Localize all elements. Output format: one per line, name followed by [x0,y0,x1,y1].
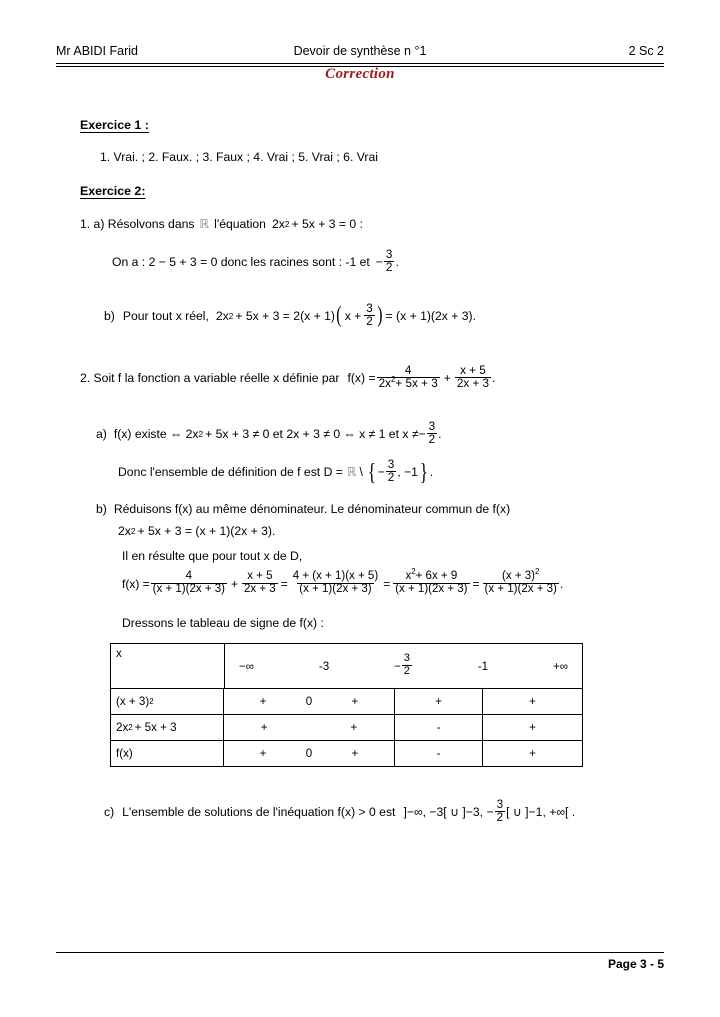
row-3-signs [224,741,582,766]
q1b-expr1b: + 5x + 3 = 2(x + 1) [235,308,335,323]
chain-term4 [393,567,469,596]
q2a-line1-p2: + 5x + 3 ≠ 0 et 2x + 3 ≠ 0 ⇔ x ≠ 1 et x ≠ [205,427,419,442]
header-class: 2 Sc 2 [628,44,664,58]
table-intro: Dressons le tableau de signe de f(x) : [122,616,324,630]
open-brace: { [367,459,376,486]
row-label-cell-1 [111,689,224,714]
row1-label-base: (x + 3) [116,695,150,708]
q2a-label: a) [96,427,107,442]
mark-frac-den: 2 [403,664,410,677]
q2b-line1-text: Réduisons f(x) au même dénominateur. Le dénominateur commun de f(x) [113,502,511,516]
q2-period: . [492,371,496,386]
chain-t4-den: (x + 1)(2x + 3) [395,583,468,596]
q2c-frac-den: 2 [496,811,504,825]
row1-segment-a [224,689,394,714]
row1-seg-a-signs [224,695,394,708]
chain-t5-num-sup: 2 [535,567,540,577]
footer-page-number: Page 3 - 5 [607,957,664,971]
q2a-brace-fraction [386,459,397,484]
q2-term2-num: x + 5 [460,364,486,378]
mark-minus-infinity: −∞ [239,659,255,673]
q1a-equation-b: + 5x + 3 = 0 : [291,217,363,231]
q2b-line1 [96,502,510,517]
header-variable-cell [111,644,225,688]
q1a-root-sign: − [375,255,383,270]
row1-zero: 0 [305,695,313,708]
q2a-brace-den: 2 [387,471,395,485]
q2a-frac-num: 3 [428,420,436,434]
row2-sign-b: - [436,721,441,734]
q2b-label: b) [96,502,107,516]
row2-label-base: 2x [116,721,129,734]
open-paren: ( [336,301,342,328]
row1-sign-b: + [435,695,442,708]
q2-term1 [377,365,440,390]
row3-segment-a [224,741,394,766]
chain-op3: = [383,577,391,592]
q2c-fraction [495,799,506,824]
row2-sign-a1: + [260,721,268,734]
close-paren: ) [377,301,383,328]
q1b-frac-den: 2 [366,314,373,328]
q1b-inner: x + [344,308,362,323]
chain-t1-den: (x + 1)(2x + 3) [152,583,225,596]
chain-t4-num-a: x [405,570,412,583]
q2-fx-label: f(x) = [347,371,376,386]
q2b-line2: 2x 2 + 5x + 3 = (x + 1)(2x + 3). [118,524,276,538]
chain-t4-num [403,567,459,583]
row-label-cell-3 [111,741,224,766]
q2c-sol-p2: [ ∪ ]−1, +∞[ . [506,805,576,820]
q1b-expr2: = (x + 1)(2x + 3). [385,308,476,323]
q2a-line1: a) f(x) existe ⇔ 2x 2 + 5x + 3 ≠ 0 et 2x + 3 ≠ 0 ⇔ x ≠ 1 et x ≠ − $\frac{3}{2}$ . [96,420,442,447]
row-1-signs [224,689,582,714]
mark-fraction [402,653,412,677]
q1b-expr1: 2x [215,308,229,323]
q2-lead: 2. Soit f la fonction a variable réelle x définie par [80,371,340,386]
mark-frac-sign: − [394,659,401,673]
chain-end: . [559,577,564,592]
sign-table [110,643,583,767]
q2-term1-den-a: 2x [378,377,391,391]
q2a-brace-sign: − [377,465,385,480]
header-title: Devoir de synthèse n °1 [293,44,427,58]
q2c-solution [104,800,575,825]
correction-subtitle: Correction [325,66,395,82]
q1b-frac-num: 3 [366,301,373,315]
chain-term5 [483,567,559,596]
q2a-brace-num: 3 [387,458,395,472]
q2a-dot: . [438,427,442,442]
q2-term1-num: 4 [404,364,412,378]
chain-term3 [291,571,380,595]
chain-t2-den: 2x + 3 [244,583,276,596]
row-label-2: 2x 2 + 5x + 3 [116,721,177,734]
q2b-line2-b: + 5x + 3 = (x + 1)(2x + 3). [137,524,276,538]
q2a-domain [118,458,433,487]
row-2-signs [224,715,582,740]
q2a-fraction [427,421,438,446]
row3-sign-b: - [436,747,441,760]
q2c-label: c) [104,805,115,820]
mark-minus-one: -1 [477,659,489,673]
q2a-frac-den: 2 [428,433,436,447]
chain-op1: + [231,577,239,592]
chain-t4-exp: 2 [411,567,416,577]
row1-sign-a2: + [351,695,359,708]
row3-seg-a-signs [224,747,394,760]
q1a-lead: 1. a) Résolvons dans [80,217,195,231]
row2-segment-a [224,715,394,740]
q1a-period: . [395,255,399,270]
exercise-1-answers: 1. Vrai. ; 2. Faux. ; 3. Faux ; 4. Vrai ; 5. Vrai ; 6. Vrai [100,150,378,164]
q2a-end: . [429,465,434,480]
row2-segment-c [482,715,582,740]
q2-term1-den [377,377,440,390]
page-header [56,44,664,64]
row3-sign-a1: + [259,747,267,760]
chain-op4: = [472,577,480,592]
real-set-symbol-2: ℝ [346,465,357,480]
row2-sign-c: + [529,721,536,734]
chain-t5-num-base: (x + 3) [502,570,536,583]
q2-term2-den: 2x + 3 [456,377,490,391]
q2c-frac-num: 3 [496,798,504,812]
q1b-statement: b) Pour tout x réel, 2x 2 + 5x + 3 = 2(x + 1) ( x + $\frac{3}{2}$ ) = (x + 1)(2x + 3). [104,301,476,328]
q2a-sign: − [418,427,426,442]
table-header-row [111,644,582,688]
q1a-root-den: 2 [385,261,393,275]
row3-sign-a2: + [351,747,359,760]
q1a-roots-text: On a : 2 − 5 + 3 = 0 donc les racines sont : -1 et [112,255,370,270]
row3-zero: 0 [305,747,313,760]
q2-term1-den-b: + 5x + 3 [395,377,438,391]
q1a-root-fraction [384,249,395,274]
exercise-2-title: Exercice 2: [80,184,146,198]
row2-segment-b [394,715,482,740]
chain-op2: = [280,577,288,592]
header-marks-cell [225,644,582,688]
chain-t3-den: (x + 1)(2x + 3) [299,583,372,596]
q2b-line3: Il en résulte que pour tout x de D, [122,549,303,563]
row-label-3: f(x) [116,747,133,760]
chain-fx: f(x) = [122,577,150,592]
q2a-domain-text: Donc l'ensemble de définition de f est D = [118,465,343,480]
q2a-line1-p1: f(x) existe ⇔ 2x [113,427,199,442]
q2-term2 [455,365,491,390]
row-label-cell-2 [111,715,224,740]
table-row [111,688,582,714]
q1b-text: Pour tout x réel, [122,308,209,323]
footer-divider [56,952,664,953]
chain-term1 [151,571,227,595]
q1b-fraction [364,303,375,328]
row-label-1: (x + 3) 2 [116,695,154,708]
chain-t5-den: (x + 1)(2x + 3) [484,583,557,596]
q1a-equation-a: 2x [271,217,285,231]
q2b-chain [122,567,564,596]
row3-segment-c [482,741,582,766]
q2c-text: L'ensemble de solutions de l'inéquation f(x) > 0 est [122,805,396,820]
q1a-tail: l'équation [214,217,266,231]
q2a-setminus: \ [359,465,363,480]
header-author: Mr ABIDI Farid [56,44,138,58]
table-row [111,740,582,766]
exercise-1-title: Exercice 1 : [80,118,149,132]
mark-frac-num: 3 [403,652,410,665]
chain-t5-num [500,567,541,583]
q1b-label: b) [104,308,115,323]
chain-t3-num: 4 + (x + 1)(x + 5) [292,570,379,583]
q1a-roots [112,250,399,275]
row3-segment-b [394,741,482,766]
q2-den-exp: 2 [390,375,396,385]
row3-sign-c: + [529,747,536,760]
chain-term2 [242,571,278,595]
mark-plus-infinity: +∞ [552,659,568,673]
q2-plus: + [443,371,451,386]
header-variable: x [116,647,122,660]
row1-segment-b [394,689,482,714]
row1-sign-a1: + [259,695,267,708]
chain-t1-num: 4 [185,570,193,583]
q1a-statement: 1. a) Résolvons dans ℝ l'équation 2x 2 + 5x + 3 = 0 : [80,217,363,231]
q2a-brace-tail: , −1 [397,465,418,480]
q2-definition [80,366,495,391]
header-marks [225,654,582,678]
close-brace: } [419,459,428,486]
mark-minus-three-halves [394,654,413,678]
row2-label-tail: + 5x + 3 [134,721,177,734]
row2-sign-a2: + [350,721,358,734]
q2b-line2-a: 2x [118,524,131,538]
row1-segment-c [482,689,582,714]
chain-t2-num: x + 5 [247,570,273,583]
real-set-symbol: ℝ [199,217,210,231]
q2c-sol-p1: ]−∞, −3[ ∪ ]−3, − [403,805,494,820]
chain-t4-num-b: + 6x + 9 [415,570,458,583]
q1a-root-num: 3 [385,248,393,262]
row1-sign-c: + [529,695,536,708]
mark-minus-three: -3 [318,659,330,673]
table-row [111,714,582,740]
row2-seg-a-signs [224,721,394,734]
